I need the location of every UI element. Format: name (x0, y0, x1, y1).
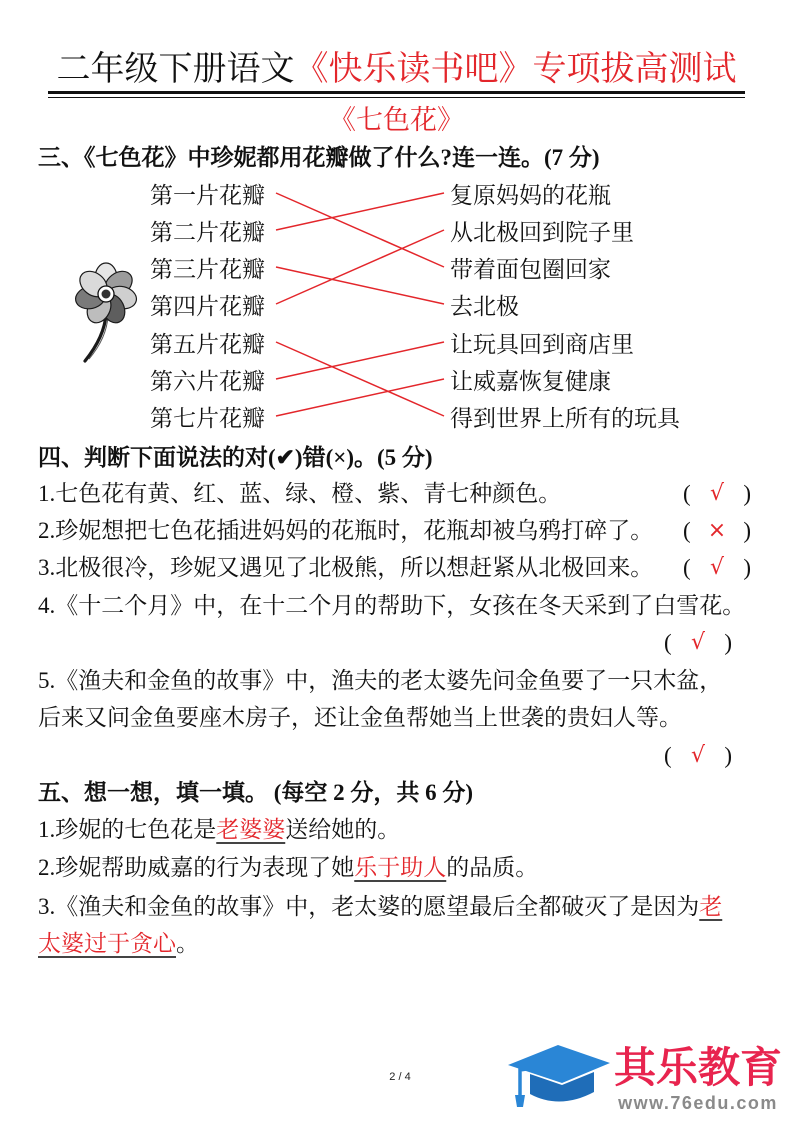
judge-item-4: 4.《十二个月》中，在十二个月的帮助下，女孩在冬天采到了白雪花。 (38, 593, 746, 618)
petal-label-1: 第一片花瓣 (150, 183, 265, 208)
bracket-open: ( (683, 481, 691, 506)
petal-label-7: 第七片花瓣 (150, 406, 265, 431)
fill-answer: 乐于助人 (354, 855, 447, 880)
fill-item-1 (38, 815, 400, 845)
brand-logo-text: 其乐教育 (613, 1043, 782, 1092)
fill-item-text: 。 (176, 931, 199, 956)
match-line-1 (276, 193, 444, 267)
judge-answer-1 (683, 479, 751, 509)
section5-heading: 五、想一想，填一填。 (每空 2 分，共 6 分) (38, 780, 474, 805)
fill-item-3-line-1 (38, 892, 722, 922)
petal-label-2: 第二片花瓣 (150, 220, 265, 245)
use-option-2: 从北极回到院子里 (450, 220, 634, 245)
fill-item-text: 1.珍妮的七色花是 (38, 817, 217, 842)
match-line-4 (276, 230, 444, 304)
fill-item-3-line-2 (38, 929, 199, 959)
match-line-2 (276, 193, 444, 230)
fill-item-text: 2.珍妮帮助威嘉的行为表现了她 (38, 855, 355, 880)
bracket-open: ( (664, 630, 672, 655)
page-title (0, 48, 793, 92)
match-line-6 (276, 342, 444, 379)
petal-label-5: 第五片花瓣 (150, 332, 265, 357)
match-line-3 (276, 267, 444, 304)
bracket-close: ) (743, 555, 751, 580)
graduation-cap-icon (506, 1040, 612, 1110)
check-mark: √ (709, 481, 725, 506)
fill-item-text: 3.《渔夫和金鱼的故事》中，老太婆的愿望最后全都破灭了是因为 (38, 894, 700, 919)
flower-center-dot (102, 290, 111, 299)
use-option-4: 去北极 (450, 294, 519, 319)
seven-color-flower-illustration (68, 256, 146, 364)
check-mark: √ (690, 630, 706, 655)
bracket-close: ) (724, 630, 732, 655)
use-option-1: 复原妈妈的花瓶 (450, 183, 611, 208)
cross-mark: × (707, 518, 727, 543)
fill-item-text: 的品质。 (446, 855, 539, 880)
judge-answer-4 (664, 628, 732, 658)
bracket-close: ) (743, 518, 751, 543)
check-mark: √ (690, 743, 706, 768)
title-part-red: 《快乐读书吧》专项拔高测试 (294, 51, 737, 88)
use-option-7: 得到世界上所有的玩具 (450, 406, 680, 431)
judge-item-2: 2.珍妮想把七色花插进妈妈的花瓶时，花瓶却被乌鸦打碎了。 (38, 518, 654, 543)
title-underline-thick (48, 91, 745, 94)
check-mark: √ (709, 555, 725, 580)
bracket-open: ( (683, 518, 691, 543)
judge-answer-2 (683, 516, 751, 546)
fill-item-2 (38, 853, 538, 883)
use-option-3: 带着面包圈回家 (450, 257, 611, 282)
judge-item-5-line-2: 后来又问金鱼要座木房子，还让金鱼帮她当上世袭的贵妇人等。 (38, 705, 682, 730)
cap-board (508, 1045, 610, 1083)
bracket-close: ) (724, 743, 732, 768)
cap-tassel-end (515, 1095, 525, 1107)
section4-heading: 四、判断下面说法的对(✔)错(×)。(5 分) (38, 445, 433, 470)
brand-website: www.76edu.com (618, 1093, 778, 1113)
bracket-close: ) (743, 481, 751, 506)
title-part-black: 二年级下册语文 (56, 51, 295, 88)
subtitle: 《七色花》 (329, 105, 464, 135)
petal-label-4: 第四片花瓣 (150, 294, 265, 319)
match-line-5 (276, 342, 444, 416)
use-option-6: 让威嘉恢复健康 (450, 369, 611, 394)
petal-label-6: 第六片花瓣 (150, 369, 265, 394)
fill-item-text: 送给她的。 (285, 817, 401, 842)
judge-answer-3 (683, 553, 751, 583)
petal-label-3: 第三片花瓣 (150, 257, 265, 282)
page-number: 2 / 4 (389, 1071, 411, 1083)
title-underline-thin (48, 97, 745, 98)
judge-item-1: 1.七色花有黄、红、蓝、绿、橙、紫、青七种颜色。 (38, 481, 562, 506)
fill-answer: 太婆过于贪心 (38, 931, 176, 956)
section3-heading: 三、《七色花》中珍妮都用花瓣做了什么?连一连。(7 分) (38, 145, 600, 170)
match-line-7 (276, 379, 444, 416)
bracket-open: ( (664, 743, 672, 768)
fill-answer: 老 (699, 894, 723, 919)
fill-answer: 老婆婆 (216, 817, 286, 842)
bracket-open: ( (683, 555, 691, 580)
judge-item-3: 3.北极很冷，珍妮又遇见了北极熊，所以想赶紧从北极回来。 (38, 555, 654, 580)
judge-answer-5 (664, 741, 732, 771)
judge-item-5-line-1: 5.《渔夫和金鱼的故事》中，渔夫的老太婆先问金鱼要了一只木盆， (38, 668, 723, 693)
use-option-5: 让玩具回到商店里 (450, 332, 634, 357)
